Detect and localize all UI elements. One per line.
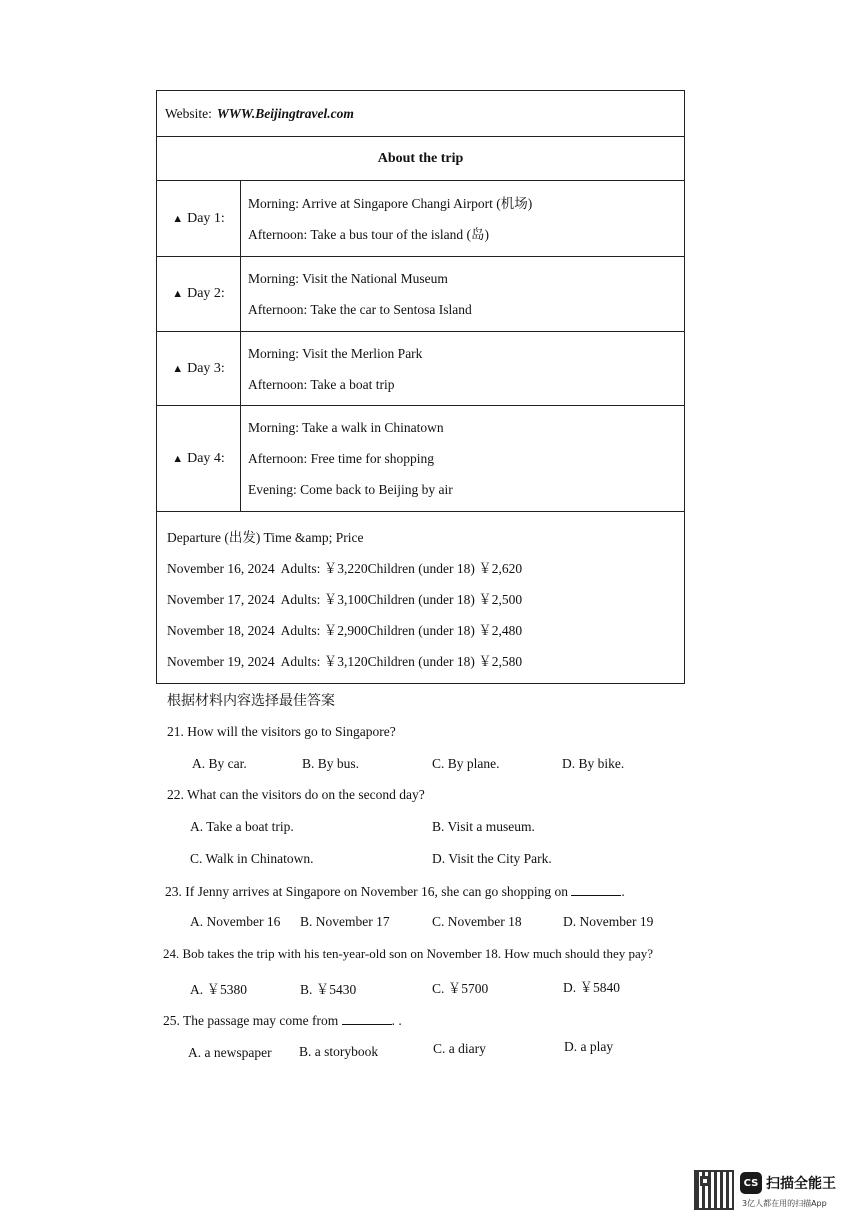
activity: Afternoon: Take a boat trip	[248, 376, 395, 392]
activity: Morning: Visit the Merlion Park	[248, 345, 423, 361]
day-activities	[241, 406, 684, 511]
option: A. By car.	[192, 756, 247, 771]
option: A. Take a boat trip.	[190, 819, 294, 834]
triangle-icon: ▲	[172, 212, 184, 225]
question-stem: 22. What can the visitors do on the second day?	[167, 787, 425, 802]
departure-price-section	[157, 512, 684, 683]
day-label: ▲ Day 4:	[157, 406, 241, 511]
question-stem: 21. How will the visitors go to Singapore?	[167, 724, 396, 739]
option: B. a storybook	[299, 1044, 379, 1059]
day-row	[157, 406, 684, 512]
option: C. November 18	[432, 914, 522, 929]
triangle-icon: ▲	[172, 452, 184, 465]
option: D. By bike.	[562, 756, 625, 771]
triangle-icon: ▲	[172, 288, 184, 300]
about-title: About the trip	[157, 137, 684, 181]
activity: Afternoon: Take the car to Sentosa Island	[248, 302, 472, 317]
option: B. By bus.	[302, 756, 360, 771]
price-line: November 19, 2024 Adults: ￥3,120Children (under 18) ￥2,580	[167, 654, 523, 669]
option: D. Visit the City Park.	[432, 851, 552, 866]
activity: Morning: Visit the National Museum	[248, 271, 448, 286]
option: A. a newspaper	[188, 1045, 272, 1060]
departure-heading: Departure (出发) Time &amp; Price	[167, 530, 364, 545]
activity: Evening: Come back to Beijing by air	[248, 482, 453, 497]
scanner-tagline: 3亿人都在用的扫描App	[742, 1199, 827, 1208]
camscanner-logo-icon: CS	[740, 1172, 762, 1194]
question-stem: 24. Bob takes the trip with his ten-year-old son on November 18. How much should they pay?	[163, 946, 654, 961]
answer-blank	[571, 883, 621, 896]
instruction: 根据材料内容选择最佳答案	[167, 694, 335, 709]
option: B. Visit a museum.	[432, 819, 535, 834]
price-line: November 17, 2024 Adults: ￥3,100Children (under 18) ￥2,500	[167, 592, 523, 607]
activity: Afternoon: Take a bus tour of the island (岛)	[248, 226, 489, 242]
day-label: ▲ Day 2:	[157, 257, 241, 331]
option: A. ￥5380	[190, 982, 247, 997]
day-row	[157, 181, 684, 257]
website-row	[157, 91, 684, 137]
day-activities	[241, 332, 684, 405]
scanner-app-name: 扫描全能王	[766, 1176, 836, 1192]
day-activities	[241, 181, 684, 256]
qr-code-icon	[694, 1170, 734, 1210]
option: C. ￥5700	[432, 981, 489, 996]
website-url: WWW.Beijingtravel.com	[216, 105, 354, 121]
question-stem: 25. The passage may come from . .	[163, 1013, 402, 1028]
price-line: November 16, 2024 Adults: ￥3,220Children (under 18) ￥2,620	[167, 561, 523, 576]
option: D. November 19	[563, 914, 654, 929]
scanner-watermark	[694, 1170, 854, 1214]
option: D. ￥5840	[563, 980, 620, 995]
option: B. November 17	[300, 914, 390, 929]
day-label: ▲ Day 1:	[157, 181, 241, 256]
option: C. Walk in Chinatown.	[190, 851, 314, 866]
option: B. ￥5430	[300, 982, 357, 997]
option: D. a play	[564, 1039, 614, 1054]
option: A. November 16	[190, 914, 281, 929]
day-row	[157, 257, 684, 332]
activity: Morning: Arrive at Singapore Changi Airport (机场)	[248, 195, 533, 211]
option: C. By plane.	[432, 756, 500, 771]
answer-blank	[342, 1012, 392, 1025]
price-line: November 18, 2024 Adults: ￥2,900Children (under 18) ￥2,480	[167, 623, 523, 638]
activity: Morning: Take a walk in Chinatown	[248, 420, 444, 435]
option: C. a diary	[433, 1041, 486, 1056]
day-activities	[241, 257, 684, 331]
triangle-icon: ▲	[172, 362, 184, 375]
day-row	[157, 332, 684, 406]
day-label: ▲ Day 3:	[157, 332, 241, 405]
website-label: Website:	[165, 105, 212, 121]
trip-table	[156, 90, 685, 684]
activity: Afternoon: Free time for shopping	[248, 451, 434, 466]
question-stem: 23. If Jenny arrives at Singapore on November 16, she can go shopping on .	[165, 884, 625, 899]
